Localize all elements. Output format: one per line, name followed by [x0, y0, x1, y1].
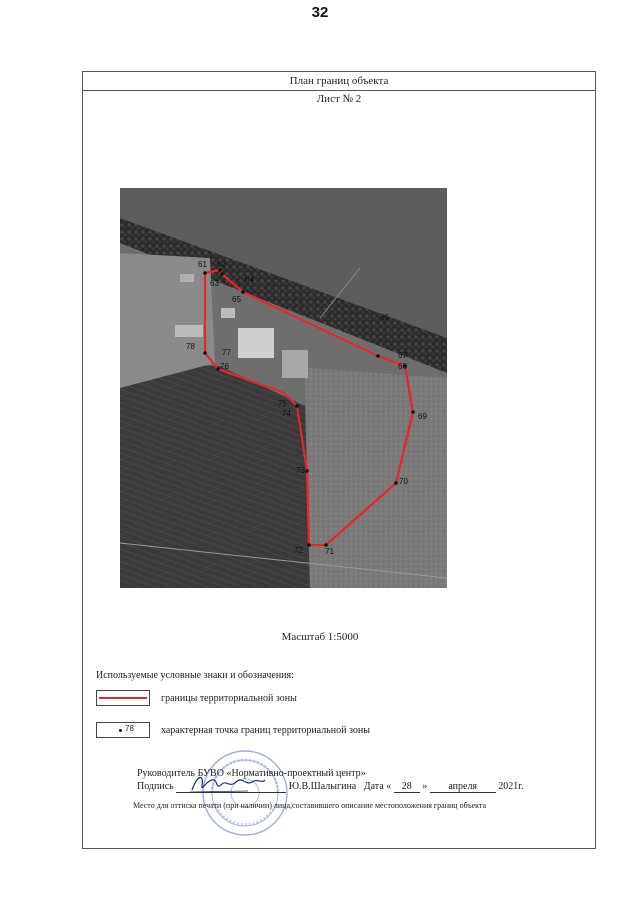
sheet-number: Лист № 2 — [316, 93, 362, 105]
boundary-point — [241, 290, 245, 294]
page-number: 32 — [311, 4, 329, 21]
head-line: Руководитель БУВО «Нормативно-проектный центр» — [137, 768, 366, 779]
boundary-point — [295, 404, 299, 408]
point-label: 76 — [220, 362, 229, 371]
point-label: 63 — [210, 279, 219, 288]
boundary-point — [203, 271, 207, 275]
point-label: 78 — [186, 342, 195, 351]
point-label: 62 — [217, 260, 226, 269]
boundary-point — [307, 543, 311, 547]
point-label: 65 — [232, 295, 241, 304]
boundary-point — [305, 469, 309, 473]
point-label: 69 — [418, 412, 427, 421]
point-icon — [119, 729, 122, 732]
date-month: апреля — [430, 781, 496, 793]
building — [221, 308, 235, 318]
red-line-icon — [99, 697, 147, 699]
signer-name: Ю.В.Шалыгина — [288, 781, 357, 792]
date-quote: » — [422, 781, 428, 792]
legend-line-symbol — [96, 690, 150, 706]
map-scale: Масштаб 1:5000 — [281, 631, 359, 643]
boundary-point — [376, 354, 380, 358]
point-label: 71 — [325, 547, 334, 556]
point-label: 72 — [294, 546, 303, 555]
date-day: 28 — [394, 781, 420, 793]
aerial-map — [120, 188, 447, 588]
signature-label: Подпись — [137, 781, 174, 792]
point-label: 73 — [296, 466, 305, 475]
point-label: 68 — [398, 362, 407, 371]
boundary-point — [394, 481, 398, 485]
point-label: 61 — [198, 260, 207, 269]
signature-blank — [176, 781, 286, 793]
legend-point-symbol — [96, 722, 150, 738]
boundary-point — [203, 351, 207, 355]
seal-note: Место для оттиска печати (при наличии) лица,составившего описание местоположения границ объекта — [133, 801, 487, 810]
point-label: 75 — [278, 399, 287, 408]
plan-title: План границ объекта — [83, 72, 595, 91]
point-label: 66 — [380, 313, 389, 322]
building — [180, 274, 194, 282]
building — [282, 350, 308, 378]
legend-heading: Используемые условные знаки и обозначения: — [96, 670, 294, 681]
point-label: 64 — [245, 275, 254, 284]
date-year: 2021г. — [498, 781, 524, 792]
boundary-point — [220, 272, 224, 276]
building — [175, 325, 203, 337]
dark-field — [120, 363, 310, 588]
building-main — [238, 328, 274, 358]
signature-line — [137, 781, 577, 793]
point-label: 77 — [222, 348, 231, 357]
legend-label-boundary: границы территориальной зоны — [161, 693, 297, 704]
date-label: Дата « — [363, 781, 392, 792]
point-label: 74 — [282, 409, 291, 418]
boundary-point — [411, 410, 415, 414]
legend-label-point: характерная точка границ территориальной зоны — [161, 725, 370, 736]
point-label: 67 — [398, 351, 407, 360]
legend-point-number: 78 — [125, 724, 134, 733]
point-label: 70 — [399, 477, 408, 486]
